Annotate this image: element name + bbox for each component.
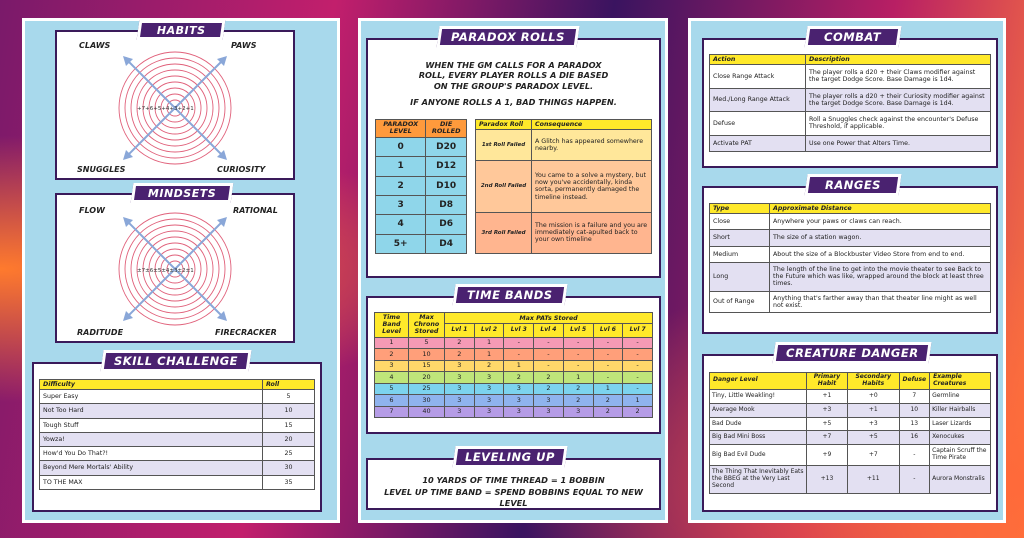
cons-header-consequence: Consequence [532,120,652,130]
creature-header: Example Creatures [930,373,991,390]
tb-cell: 20 [409,372,445,383]
creature-cell: Bad Dude [710,417,807,431]
ranges-card [702,186,998,334]
skill-roll: 20 [263,432,315,446]
table-row [375,383,653,394]
table-row [376,157,467,176]
table-row [710,417,991,431]
table-row [710,466,991,494]
combat-description: Use one Power that Alters Time. [806,135,991,151]
habits-title: HABITS [156,24,206,37]
dice-die: D8 [426,195,467,214]
tb-cell: - [534,349,564,360]
table-row [476,161,652,213]
tb-header-level: Time Band Level [375,313,409,338]
combat-action: Defuse [710,112,806,135]
table-row [710,112,991,135]
habits-corner-curiosity: CURIOSITY [217,165,266,174]
skill-roll: 5 [263,390,315,404]
habits-corner-paws: PAWS [231,41,257,50]
cons-text: You came to a solve a mystery, but now you've accidentally, kinda sorta, permanently damaged the timeline instead. [532,161,652,213]
ranges-banner [804,174,901,196]
creature-cell: 16 [899,431,930,445]
creature-cell: Tiny, Little Weakling! [710,389,807,403]
tb-cell: - [593,360,623,371]
creature-banner [772,342,931,364]
table-row [710,88,991,111]
mindsets-corner-firecracker: FIRECRACKER [215,328,277,337]
skill-difficulty: How'd You Do That?! [40,447,263,461]
tb-cell: - [504,349,534,360]
dice-die: D4 [426,234,467,253]
range-distance: The size of a station wagon. [770,230,991,246]
tb-cell: 3 [474,395,504,406]
tb-cell: 10 [409,349,445,360]
table-row [710,246,991,262]
tb-cell: - [623,383,653,394]
skill-difficulty: Super Easy [40,390,263,404]
skill-banner [100,350,251,372]
tb-cell: 3 [504,406,534,417]
timebands-card [366,296,661,434]
paradox-warning: IF ANYONE ROLLS A 1, BAD THINGS HAPPEN. [410,96,617,107]
range-distance: About the size of a Blockbuster Video Store from end to end. [770,246,991,262]
tb-cell: 25 [409,383,445,394]
timebands-table [374,312,653,418]
creature-cell: - [899,466,930,494]
ranges-header-type: Type [710,204,770,214]
ranges-header-distance: Approximate Distance [770,204,991,214]
table-row [376,176,467,195]
ranges-title: RANGES [825,178,881,192]
dice-header-die: DIE ROLLED [426,120,467,138]
range-type: Short [710,230,770,246]
cons-text: A Glitch has appeared somewhere nearby. [532,130,652,161]
range-type: Long [710,262,770,291]
tb-cell: 3 [445,383,475,394]
tb-lvl-header: Lvl 4 [534,324,564,337]
creature-cell: Killer Hairballs [930,403,991,417]
tb-cell: - [504,337,534,348]
dice-die: D10 [426,176,467,195]
habits-scale: +7+6+5+4+3+2+1 [137,106,194,112]
tb-cell: 3 [563,406,593,417]
skill-card [32,362,322,512]
tb-cell: 2 [375,349,409,360]
paradox-intro: WHEN THE GM CALLS FOR A PARADOX ROLL, EVERY PLAYER ROLLS A DIE BASED ON THE GROUP'S PARADOX LEVEL. [418,60,609,91]
creature-cell: 7 [899,389,930,403]
tb-cell: - [623,372,653,383]
mindsets-corner-flow: FLOW [79,206,105,215]
tb-cell: - [563,349,593,360]
creature-cell: Average Mook [710,403,807,417]
mindsets-title: MINDSETS [147,187,217,200]
creature-header: Defuse [899,373,930,390]
combat-header-action: Action [710,55,806,65]
table-row [40,432,315,446]
dice-header-level: PARADOX LEVEL [376,120,426,138]
tb-cell: 2 [563,395,593,406]
tb-lvl-header: Lvl 3 [504,324,534,337]
creature-cell: +9 [806,445,847,466]
skill-header-difficulty: Difficulty [40,380,263,390]
tb-cell: 15 [409,360,445,371]
tb-cell: 4 [375,372,409,383]
table-row [376,137,467,156]
table-row [375,337,653,348]
mindsets-banner [131,183,234,203]
paradox-banner [436,26,579,48]
creature-cell: 13 [899,417,930,431]
mindsets-scale: ±7±6±5±4±3±2±1 [137,268,194,274]
range-distance: Anything that's farther away than that theater line might as well not exist. [770,291,991,312]
creature-table [709,372,991,494]
tb-cell: - [534,337,564,348]
tb-cell: - [623,360,653,371]
tb-cell: - [623,349,653,360]
creature-cell: Xenocukes [930,431,991,445]
paradox-consequence-table [475,119,652,254]
leveling-banner [452,446,567,468]
table-row [40,447,315,461]
tb-cell: 3 [534,395,564,406]
tb-cell: 2 [593,395,623,406]
table-row [710,431,991,445]
table-row [710,291,991,312]
table-row [40,461,315,475]
paradox-dice-table [375,119,467,254]
tb-cell: - [563,360,593,371]
range-distance: The length of the line to get into the movie theater to see Back to the Future which was like, wrapped around the block at least three times. [770,262,991,291]
tb-cell: 2 [445,349,475,360]
creature-cell: +5 [847,431,899,445]
skill-difficulty: Yowza! [40,432,263,446]
tb-cell: - [534,360,564,371]
creature-cell: +11 [847,466,899,494]
tb-cell: 1 [474,337,504,348]
combat-action: Med./Long Range Attack [710,88,806,111]
creature-cell: +5 [806,417,847,431]
creature-cell: Laser Lizards [930,417,991,431]
table-row [710,262,991,291]
paradox-card [366,38,661,278]
habits-corner-claws: CLAWS [79,41,111,50]
dice-level: 4 [376,215,426,234]
range-type: Out of Range [710,291,770,312]
cons-roll: 2nd Roll Failed [476,161,532,213]
tb-cell: 3 [534,406,564,417]
habits-corner-snuggles: SNUGGLES [77,165,126,174]
table-row [710,230,991,246]
creature-cell: +3 [847,417,899,431]
creature-card [702,354,998,512]
tb-cell: 40 [409,406,445,417]
skill-difficulty: TO THE MAX [40,475,263,489]
leveling-title: LEVELING UP [465,450,555,464]
tb-cell: 2 [623,406,653,417]
dice-level: 3 [376,195,426,214]
table-row [710,445,991,466]
tb-cell: - [563,337,593,348]
creature-header: Secondary Habits [847,373,899,390]
tb-cell: 2 [534,372,564,383]
skill-difficulty: Tough Stuff [40,418,263,432]
creature-header: Primary Habit [806,373,847,390]
table-row [375,360,653,371]
tb-cell: 2 [445,337,475,348]
tb-header-chrono: Max Chrono Stored [409,313,445,338]
tb-cell: 1 [474,349,504,360]
combat-banner [804,26,901,48]
creature-header: Danger Level [710,373,807,390]
tb-cell: 2 [504,372,534,383]
tb-lvl-header: Lvl 2 [474,324,504,337]
table-row [376,215,467,234]
dice-level: 1 [376,157,426,176]
creature-cell: Captain Scruff the Time Pirate [930,445,991,466]
range-type: Medium [710,246,770,262]
combat-card [702,38,998,168]
table-row [710,403,991,417]
combat-action: Activate PAT [710,135,806,151]
tb-cell: 3 [445,395,475,406]
leveling-line1: 10 YARDS OF TIME THREAD = 1 BOBBIN [422,475,605,485]
cons-text: The mission is a failure and you are immediately cat-apulted back to your own timeline [532,212,652,253]
mindsets-corner-rational: RATIONAL [233,206,278,215]
table-row [375,406,653,417]
tb-cell: 30 [409,395,445,406]
creature-cell: +7 [847,445,899,466]
range-type: Close [710,214,770,230]
timebands-title: TIME BANDS [467,288,553,302]
tb-cell: 3 [474,372,504,383]
cons-roll: 1st Roll Failed [476,130,532,161]
tb-cell: 7 [375,406,409,417]
mindsets-card [55,193,295,343]
tb-cell: 3 [445,372,475,383]
tb-cell: 2 [593,406,623,417]
table-row [40,418,315,432]
dice-level: 0 [376,137,426,156]
creature-cell: The Thing That Inevitably Eats the BBEG at the Very Last Second [710,466,807,494]
tb-cell: - [593,337,623,348]
skill-roll: 25 [263,447,315,461]
skill-header-roll: Roll [263,380,315,390]
skill-difficulty: Beyond Mere Mortals' Ability [40,461,263,475]
tb-cell: 2 [563,383,593,394]
tb-lvl-header: Lvl 5 [563,324,593,337]
creature-cell: 10 [899,403,930,417]
combat-title: COMBAT [824,30,882,44]
skill-roll: 35 [263,475,315,489]
tb-cell: 6 [375,395,409,406]
mindsets-wheel [57,195,293,341]
tb-cell: 2 [534,383,564,394]
tb-cell: 3 [504,395,534,406]
creature-cell: +1 [806,389,847,403]
combat-action: Close Range Attack [710,65,806,88]
tb-cell: 1 [593,383,623,394]
tb-cell: 3 [445,360,475,371]
tb-lvl-header: Lvl 6 [593,324,623,337]
creature-cell: Aurora Monstralis [930,466,991,494]
combat-header-description: Description [806,55,991,65]
tb-cell: - [593,349,623,360]
ranges-table [709,203,991,313]
combat-description: Roll a Snuggles check against the encounter's Defuse Threshold, if applicable. [806,112,991,135]
table-row [476,130,652,161]
creature-cell: +0 [847,389,899,403]
timebands-banner [452,284,567,306]
tb-cell: 1 [563,372,593,383]
table-row [376,195,467,214]
tb-cell: 3 [474,383,504,394]
table-row [40,404,315,418]
habits-banner [137,20,226,40]
tb-cell: 1 [623,395,653,406]
creature-cell: +7 [806,431,847,445]
creature-cell: Big Bad Evil Dude [710,445,807,466]
leveling-line2: LEVEL UP TIME BAND = SPEND BOBBINS EQUAL TO NEW LEVEL [384,487,643,508]
dice-die: D20 [426,137,467,156]
skill-title: SKILL CHALLENGE [113,354,239,368]
tb-cell: 2 [474,360,504,371]
tb-cell: 5 [375,383,409,394]
tb-lvl-header: Lvl 1 [445,324,475,337]
table-row [710,65,991,88]
dice-level: 2 [376,176,426,195]
creature-cell: - [899,445,930,466]
skill-roll: 15 [263,418,315,432]
table-row [375,372,653,383]
creature-cell: +3 [806,403,847,417]
tb-cell: 3 [445,406,475,417]
creature-cell: Germline [930,389,991,403]
tb-lvl-header: Lvl 7 [623,324,653,337]
cons-roll: 3rd Roll Failed [476,212,532,253]
dice-level: 5+ [376,234,426,253]
combat-description: The player rolls a d20 + their Claws modifier against the target Dodge Score. Base Damage is 1d4. [806,65,991,88]
creature-cell: +13 [806,466,847,494]
cons-header-roll: Paradox Roll [476,120,532,130]
habits-wheel [57,32,293,178]
table-row [376,234,467,253]
table-row [710,135,991,151]
tb-cell: 3 [504,383,534,394]
tb-cell: 1 [504,360,534,371]
table-row [375,395,653,406]
tb-header-group: Max PATs Stored [445,313,653,324]
dice-die: D6 [426,215,467,234]
table-row [375,349,653,360]
table-row [476,212,652,253]
tb-cell: 5 [409,337,445,348]
combat-description: The player rolls a d20 + their Curiosity modifier against the target Dodge Score. Base Damage is 1d4. [806,88,991,111]
dice-die: D12 [426,157,467,176]
tb-cell: - [623,337,653,348]
skill-difficulty: Not Too Hard [40,404,263,418]
skill-table [39,379,315,490]
tb-cell: 1 [375,337,409,348]
tb-cell: - [593,372,623,383]
skill-roll: 10 [263,404,315,418]
table-row [710,389,991,403]
combat-table [709,54,991,152]
table-row [40,390,315,404]
habits-card [55,30,295,180]
creature-title: CREATURE DANGER [785,346,919,360]
mindsets-corner-raditude: RADITUDE [77,328,124,337]
range-distance: Anywhere your paws or claws can reach. [770,214,991,230]
skill-roll: 30 [263,461,315,475]
table-row [40,475,315,489]
creature-cell: +1 [847,403,899,417]
tb-cell: 3 [474,406,504,417]
tb-cell: 3 [375,360,409,371]
paradox-title: PARADOX ROLLS [451,30,565,44]
table-row [710,214,991,230]
creature-cell: Big Bad Mini Boss [710,431,807,445]
